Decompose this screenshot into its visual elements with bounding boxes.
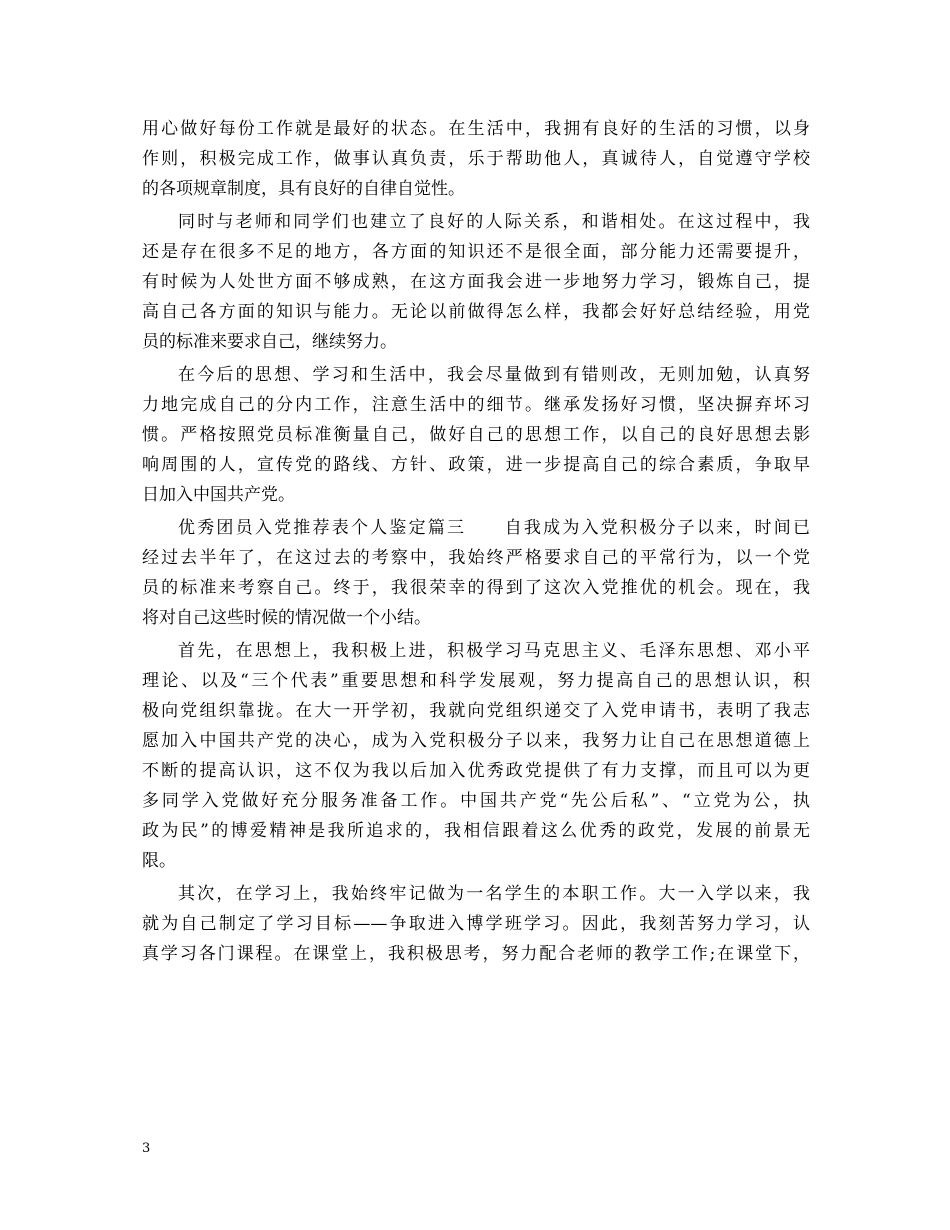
text-line: 惯。严格按照党员标准衡量自己，做好自己的思想工作，以自己的良好思想去影 — [142, 425, 810, 445]
text-line: 多同学入党做好充分服务准备工作。中国共产党“先公后私”、“立党为公，执 — [142, 791, 810, 811]
text-line: 优秀团员入党推荐表个人鉴定篇三 自我成为入党积极分子以来，时间已 — [178, 518, 810, 538]
text-line: 不断的提高认识，这不仅为我以后加入优秀政党提供了有力支撑，而且可以为更 — [142, 761, 810, 781]
page-number: 3 — [142, 1141, 151, 1156]
text-line: 有时候为人处世方面不够成熟，在这方面我会进一步地努力学习，锻炼自己，提 — [142, 272, 810, 292]
text-line: 极向党组织靠拢。在大一开学初，我就向党组织递交了入党申请书，表明了我志 — [142, 701, 810, 721]
text-line: 同时与老师和同学们也建立了良好的人际关系，和谐相处。在这过程中，我 — [178, 212, 810, 232]
text-line: 力地完成自己的分内工作，注意生活中的细节。继承发扬好习惯，坚决摒弃坏习 — [142, 395, 810, 415]
text-line: 响周围的人，宣传党的路线、方针、政策，进一步提高自己的综合素质，争取早 — [142, 455, 810, 475]
text-line: 在今后的思想、学习和生活中，我会尽量做到有错则改，无则加勉，认真努 — [178, 365, 810, 385]
text-line: 作则，积极完成工作，做事认真负责，乐于帮助他人，真诚待人，自觉遵守学校 — [142, 149, 810, 169]
text-line: 高自己各方面的知识与能力。无论以前做得怎么样，我都会好好总结经验，用党 — [142, 302, 810, 322]
text-line: 首先，在思想上，我积极上进，积极学习马克思主义、毛泽东思想、邓小平 — [178, 641, 810, 661]
text-line: 将对自己这些时候的情况做一个小结。 — [142, 608, 431, 628]
document-body — [142, 114, 810, 969]
text-line: 其次，在学习上，我始终牢记做为一名学生的本职工作。大一入学以来，我 — [178, 884, 810, 904]
text-line: 愿加入中国共产党的决心，成为入党积极分子以来，我努力让自己在思想道德上 — [142, 731, 810, 751]
text-line: 还是存在很多不足的地方，各方面的知识还不是很全面，部分能力还需要提升， — [142, 242, 810, 262]
text-line: 用心做好每份工作就是最好的状态。在生活中，我拥有良好的生活的习惯，以身 — [142, 119, 810, 139]
text-line: 的各项规章制度，具有良好的自律自觉性。 — [142, 179, 465, 199]
text-line: 真学习各门课程。在课堂上，我积极思考，努力配合老师的教学工作;在课堂下， — [142, 944, 810, 964]
text-line: 员的标准来考察自己。终于，我很荣幸的得到了这次入党推优的机会。现在，我 — [142, 578, 810, 598]
text-line: 经过去半年了，在这过去的考察中，我始终严格要求自己的平常行为，以一个党 — [142, 548, 810, 568]
text-line: 政为民”的博爱精神是我所追求的，我相信跟着这么优秀的政党，发展的前景无 — [142, 821, 810, 841]
text-line: 限。 — [142, 851, 176, 871]
text-line: 日加入中国共产党。 — [142, 485, 295, 505]
text-line: 理论、以及“三个代表”重要思想和科学发展观，努力提高自己的思想认识，积 — [142, 671, 810, 691]
text-line: 就为自己制定了学习目标——争取进入博学班学习。因此，我刻苦努力学习，认 — [142, 914, 810, 934]
text-line: 员的标准来要求自己，继续努力。 — [142, 332, 397, 352]
